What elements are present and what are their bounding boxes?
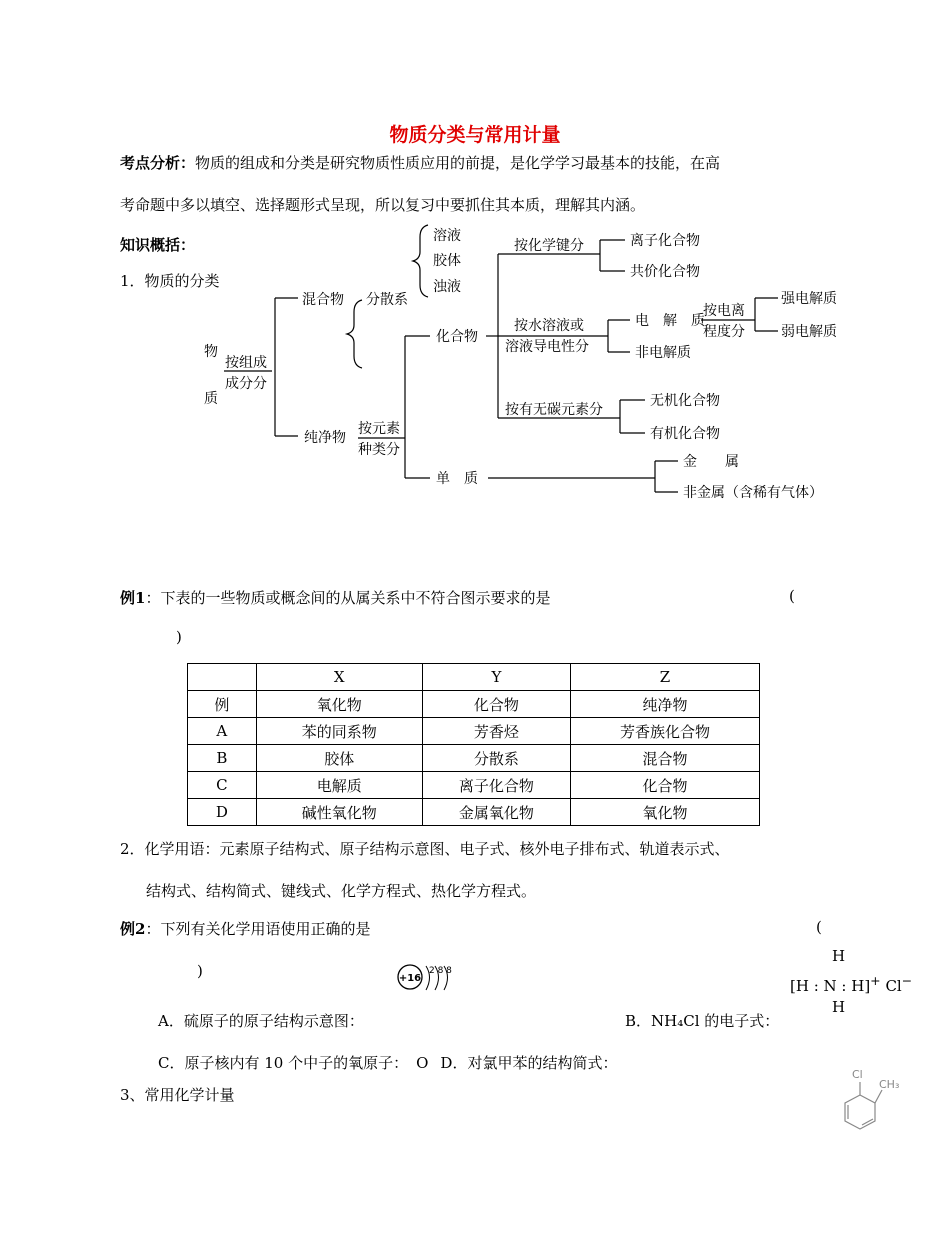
nucleus-charge: +16: [398, 973, 422, 984]
table-cell: 碱性氧化物: [256, 799, 422, 826]
table-header-row: [188, 664, 760, 691]
example2-question: [120, 918, 370, 939]
option-b: B．NH₄Cl 的电子式：: [625, 1012, 780, 1030]
node-nonmetal: 非金属（含稀有气体）: [683, 485, 823, 501]
nh4cl-ammonium: [H : N : H]: [790, 977, 871, 995]
example1-paren-close: ): [176, 628, 182, 646]
table-cell: 胶体: [256, 745, 422, 772]
option-d: D．对氯甲苯的结构简式：: [440, 1054, 618, 1072]
example2-label: 例2: [120, 920, 146, 938]
node-colloid: 胶体: [433, 253, 461, 269]
table-cell: 混合物: [571, 745, 760, 772]
analysis-label: 考点分析：: [120, 154, 196, 172]
table-cell: 电解质: [256, 772, 422, 799]
section1-heading: 1．物质的分类: [120, 272, 220, 290]
option-c: C．原子核内有 10 个中子的氧原子：: [158, 1054, 409, 1072]
node-dispersion: 分散系: [366, 292, 408, 308]
table-cell: 芳香族化合物: [571, 718, 760, 745]
benzene-ring: [845, 1082, 882, 1129]
dispersion-brace: [413, 225, 428, 297]
node-compound: 化合物: [436, 329, 478, 345]
nh4cl-cl-charge: −: [901, 973, 913, 988]
table-cell: 化合物: [571, 772, 760, 799]
node-ionic: 离子化合物: [630, 233, 700, 249]
section2-line1: 2．化学用语：元素原子结构式、原子结构示意图、电子式、核外电子排布式、轨道表示式、: [120, 840, 730, 858]
table-cell: 化合物: [422, 691, 570, 718]
table-cell: C: [188, 772, 257, 799]
node-metal: 金 属: [683, 454, 739, 470]
shell-electrons: 2 8 8: [429, 966, 452, 976]
table-header-cell: Z: [571, 664, 760, 691]
page-title: 物质分类与常用计量: [389, 124, 561, 146]
table-header-cell: Y: [422, 664, 570, 691]
node-by-ion-2: 程度分: [703, 324, 745, 340]
node-nonelectrolyte: 非电解质: [635, 345, 691, 361]
section3-heading: 3、常用化学计量: [120, 1086, 235, 1104]
table-header-cell: [188, 664, 257, 691]
node-inorganic: 无机化合物: [650, 393, 720, 409]
table-row: [188, 799, 760, 826]
node-by-conduct-1: 按水溶液或: [514, 318, 584, 334]
table-row: [188, 691, 760, 718]
nh4cl-formula: [790, 973, 912, 995]
table-cell: 例: [188, 691, 257, 718]
table-cell: 分散系: [422, 745, 570, 772]
node-organic: 有机化合物: [650, 426, 720, 442]
node-mixture: 混合物: [302, 292, 344, 308]
option-c-symbol: O: [416, 1054, 429, 1072]
node-by-composition-2: 成分分: [225, 376, 267, 392]
example1-table: [187, 663, 760, 826]
knowledge-label: 知识概括：: [120, 236, 196, 254]
analysis-line2: 考命题中多以填空、选择题形式呈现，所以复习中要抓住其本质，理解其内涵。: [120, 196, 646, 214]
classification-diagram: [0, 0, 950, 520]
node-by-element-2: 种类分: [358, 442, 400, 458]
nh4cl-charge: +: [870, 973, 881, 988]
node-simple: 单 质: [436, 471, 478, 487]
option-a: A．硫原子的原子结构示意图：: [158, 1012, 364, 1030]
struct-cl: Cl: [852, 1068, 863, 1081]
example1-question: [120, 587, 550, 608]
node-root-1: 物: [204, 344, 218, 360]
nh4cl-h-bottom: H: [832, 998, 846, 1016]
example1-paren-open: (: [789, 587, 795, 605]
node-strong: 强电解质: [781, 291, 837, 307]
table-cell: A: [188, 718, 257, 745]
table-cell: 氧化物: [571, 799, 760, 826]
table-cell: 金属氧化物: [422, 799, 570, 826]
table-header-cell: X: [256, 664, 422, 691]
nh4cl-h-top: H: [832, 947, 846, 965]
node-by-ion-1: 按电离: [703, 303, 745, 319]
table-cell: 氧化物: [256, 691, 422, 718]
table-cell: 纯净物: [571, 691, 760, 718]
table-cell: 离子化合物: [422, 772, 570, 799]
example2-paren-close: ): [197, 962, 203, 980]
example1-text: ：下表的一些物质或概念间的从属关系中不符合图示要求的是: [145, 589, 551, 607]
struct-ch3: CH₃: [879, 1078, 900, 1091]
mixture-brace: [347, 300, 362, 368]
node-by-conduct-2: 溶液导电性分: [505, 339, 589, 355]
analysis-text1: 物质的组成和分类是研究物质性质应用的前提，是化学学习最基本的技能，在高: [195, 154, 721, 172]
node-by-composition-1: 按组成: [225, 355, 267, 371]
table-cell: D: [188, 799, 257, 826]
node-electrolyte: 电 解 质: [635, 313, 705, 329]
example2-text: ：下列有关化学用语使用正确的是: [145, 920, 371, 938]
node-pure: 纯净物: [304, 430, 346, 446]
option-c-d-line: [158, 1052, 617, 1073]
node-covalent: 共价化合物: [630, 264, 700, 280]
table-cell: 苯的同系物: [256, 718, 422, 745]
node-weak: 弱电解质: [781, 324, 837, 340]
section2-line2: 结构式、结构简式、键线式、化学方程式、热化学方程式。: [146, 882, 537, 900]
nh4cl-chlorine: Cl: [885, 977, 902, 995]
node-suspension: 浊液: [433, 279, 461, 295]
node-root-2: 质: [204, 391, 218, 407]
chlorotoluene-structure: [832, 1062, 912, 1142]
node-solution: 溶液: [433, 228, 461, 244]
node-by-bond: 按化学键分: [514, 238, 584, 254]
sulfur-atom-diagram: [393, 960, 463, 996]
table-row: [188, 772, 760, 799]
table-row: [188, 745, 760, 772]
example2-paren-open: (: [816, 918, 822, 936]
example1-label: 例1: [120, 589, 146, 607]
table-row: [188, 718, 760, 745]
table-cell: B: [188, 745, 257, 772]
node-by-element-1: 按元素: [358, 421, 400, 437]
node-by-carbon: 按有无碳元素分: [505, 402, 603, 418]
table-cell: 芳香烃: [422, 718, 570, 745]
